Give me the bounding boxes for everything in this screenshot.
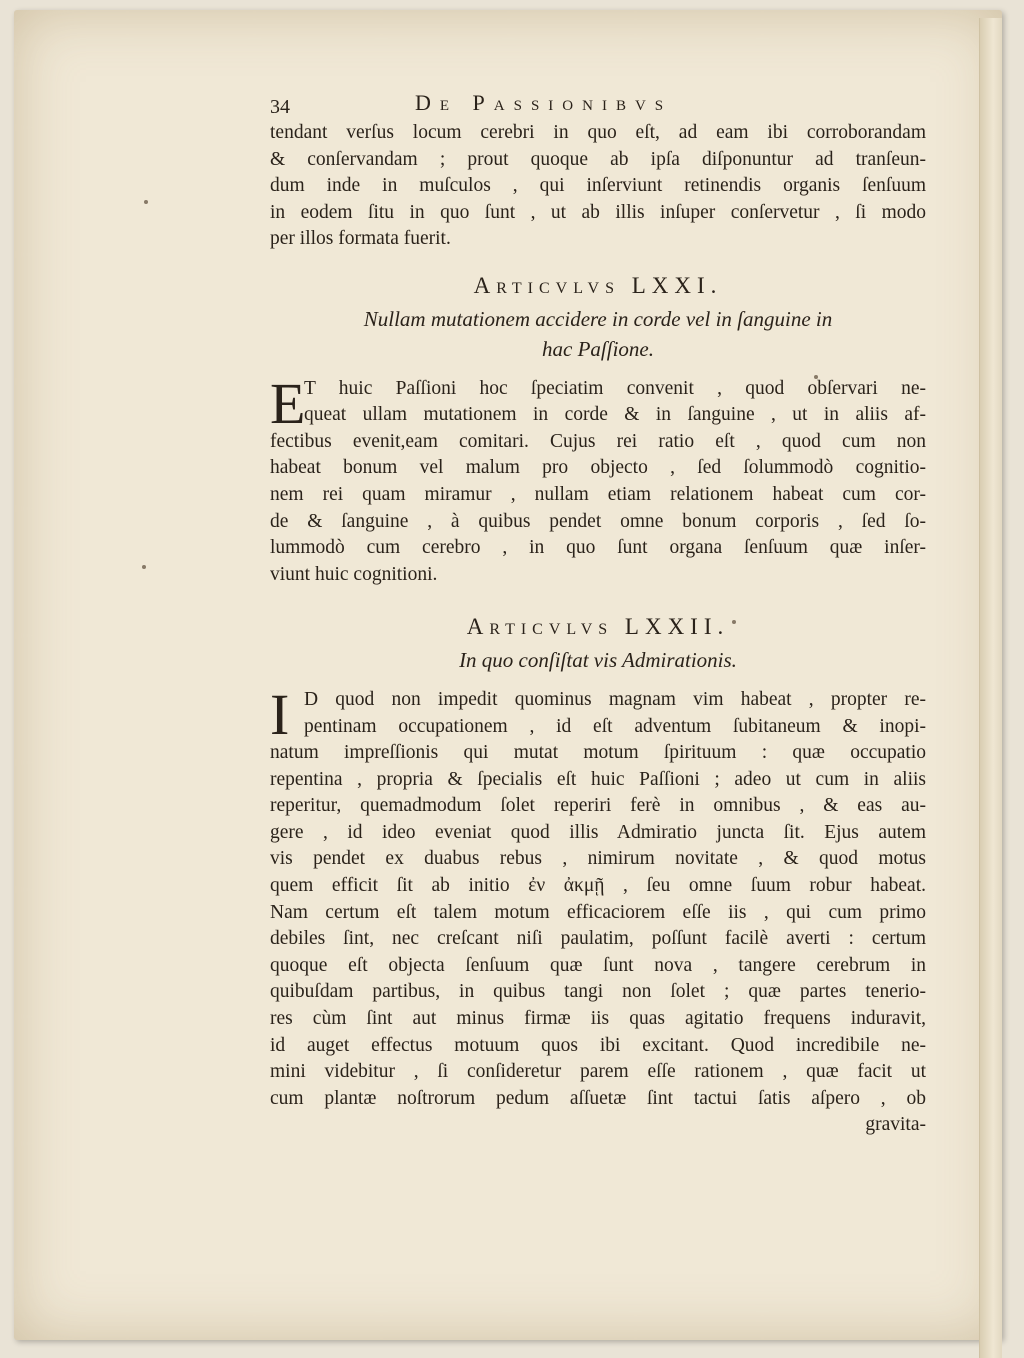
page-edge (979, 18, 1002, 1358)
article-heading: Articvlvs LXXI. (473, 272, 723, 298)
text-line: gere , id ideo eveniat quod illis Admiratio juncta ſit. Ejus autem (270, 821, 926, 843)
article-heading: Articvlvs LXXII. (466, 614, 730, 640)
article-paragraph (270, 681, 926, 1139)
text-line: natum impreſſionis qui mutat motum ſpirituum : quæ occupatio (270, 742, 926, 764)
text-line: vis pendet ex duabus rebus , nimirum novitate , & quod motus (270, 848, 926, 870)
text-line: quibuſdam partibus, in quibus tangi non ſolet ; quæ partes tenerio- (270, 981, 926, 1003)
page-text (270, 90, 926, 1139)
text-line: cum plantæ noſtrorum pedum aſſuetæ ſint tactui ſatis aſpero , ob (270, 1087, 926, 1109)
text-line: nem rei quam miramur , nullam etiam relationem habeat cum cor- (270, 483, 926, 505)
text-line: per illos formata fuerit. (270, 228, 451, 250)
page-number: 34 (270, 96, 290, 118)
drop-cap: I (270, 681, 290, 747)
text-line: res cùm ſint aut minus firmæ iis quas agitatio frequens induravit, (270, 1008, 926, 1030)
text-line: lummodò cum cerebro , in quo ſunt organa ſenſuum quæ inſer- (270, 537, 926, 559)
text-line: debiles ſint, nec creſcant niſi paulatim, poſſunt facilè averti : certum (270, 928, 926, 950)
text-line: habeat bonum vel malum pro objecto , ſed ſolummodò cognitio- (270, 457, 926, 479)
article-subtitle-line: hac Paſſione. (542, 336, 654, 361)
text-line: de & ſanguine , à quibus pendet omne bonum corporis , ſed ſo- (270, 510, 926, 532)
text-line: tendant verſus locum cerebri in quo eſt, ad eam ibi corroborandam (270, 122, 926, 143)
text-line: quem efficit ſit ab initio ἐν ἀκμῇ , ſeu omne ſuum robur habeat. (270, 875, 926, 897)
article-subtitle-line: Nullam mutationem accidere in corde vel in ſanguine in (363, 306, 833, 331)
text-line: queat ullam mutationem in corde & in ſanguine , ut in aliis af- (304, 404, 926, 426)
text-line: reperitur, quemadmodum ſolet reperiri ferè in omnibus , & eas au- (270, 795, 926, 817)
catchword: gravita- (865, 1114, 926, 1136)
intro-paragraph (270, 120, 926, 253)
drop-cap: E (270, 370, 306, 436)
text-line: Nam certum eſt talem motum efficaciorem eſſe iis , qui cum primo (270, 901, 926, 923)
text-line: T huic Paſſioni hoc ſpeciatim convenit , quod obſervari ne- (304, 377, 926, 399)
text-line: in eodem ſitu in quo ſunt , ut ab illis inſuper conſervetur , ſi modo (270, 201, 926, 223)
article-71 (270, 273, 926, 588)
running-title: De Passionibvs (415, 90, 673, 115)
article-paragraph (270, 370, 926, 589)
text-line: repentina , propria & ſpecialis eſt huic Paſſioni ; adeo ut cum in aliis (270, 768, 926, 790)
text-line: fectibus evenit,eam comitari. Cujus rei ratio eſt , quod cum non (270, 430, 926, 452)
text-line: & conſervandam ; prout quoque ab ipſa diſponuntur ad tranſeun- (270, 148, 926, 170)
text-line: D quod non impedit quominus magnam vim habeat , propter re- (304, 688, 926, 710)
running-head (270, 90, 926, 120)
article-subtitle-line: In quo conſiſtat vis Admirationis. (459, 647, 737, 672)
paper-speck (142, 565, 146, 569)
text-line: pentinam occupationem , id eſt adventum ſubitaneum & inopi- (304, 715, 926, 737)
text-line: mini videbitur , ſi conſideretur parem eſſe rationem , quæ facit ut (270, 1061, 926, 1083)
paper-speck (144, 200, 148, 204)
text-line: viunt huic cognitioni. (270, 563, 438, 585)
article-72 (270, 614, 926, 1139)
text-line: dum inde in muſculos , qui inſerviunt retinendis organis ſenſuum (270, 175, 926, 197)
text-line: quoque eſt objecta ſenſuum quæ ſunt nova , tangere cerebrum in (270, 954, 926, 976)
text-line: id auget effectus motuum quos ibi excitant. Quod incredibile ne- (270, 1034, 926, 1056)
